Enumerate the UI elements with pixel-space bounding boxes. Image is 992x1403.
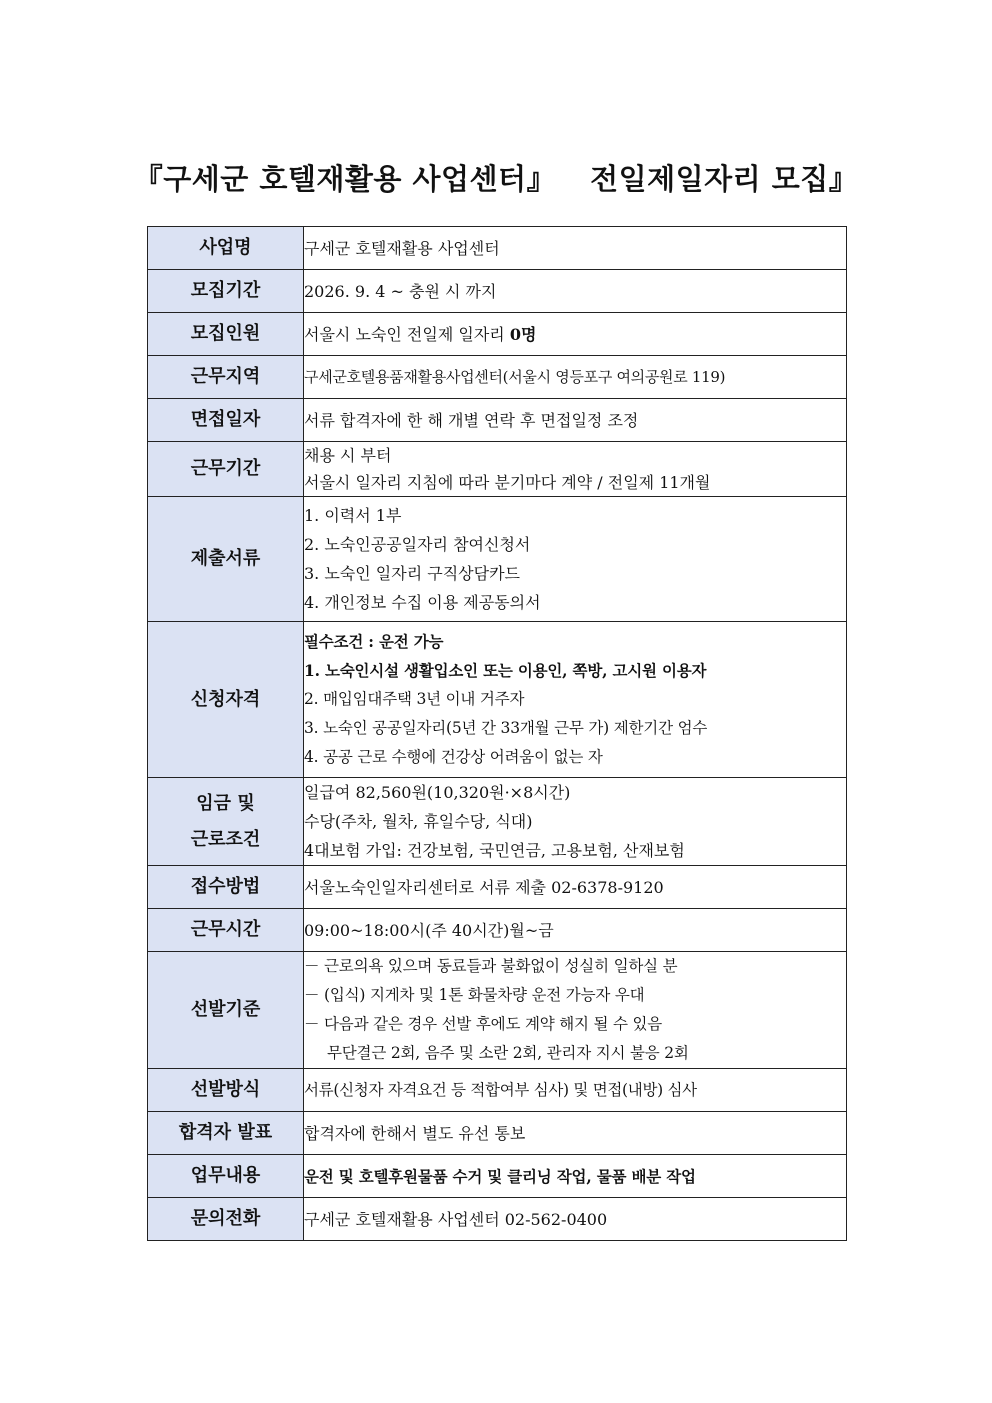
value-line: － (입식) 지게차 및 1톤 화물차량 운전 가능자 우대 xyxy=(304,986,645,1004)
row-value xyxy=(304,313,847,356)
value-line: 2. 노숙인공공일자리 참여신청서 xyxy=(304,535,531,554)
value-line xyxy=(304,320,846,349)
value-line: 2. 매입임대주택 3년 이내 거주자 xyxy=(304,690,525,708)
value-line: 1. 노숙인시설 생활입소인 또는 이용인, 쪽방, 고시원 이용자 xyxy=(304,661,707,680)
value-line: 3. 노숙인 공공일자리(5년 간 33개월 근무 가) 제한기간 엄수 xyxy=(304,719,708,737)
page-title xyxy=(0,157,992,198)
table-row xyxy=(148,1112,847,1155)
value-line: 4대보험 가입: 건강보험, 국민연금, 고용보험, 산재보험 xyxy=(304,841,685,860)
row-value xyxy=(304,622,847,778)
row-value xyxy=(304,952,847,1069)
title-right: 전일제일자리 모집』 xyxy=(590,162,859,196)
table-row xyxy=(148,952,847,1069)
row-value xyxy=(304,497,847,622)
row-label: 제출서류 xyxy=(148,497,304,622)
value-line: 서류 합격자에 한 해 개별 연락 후 면접일정 조정 xyxy=(304,410,639,430)
value-line: 3. 노숙인 일자리 구직상담카드 xyxy=(304,564,520,583)
value-line: 구세군 호텔재활용 사업센터 02-562-0400 xyxy=(304,1209,608,1229)
table-row xyxy=(148,497,847,622)
table-row xyxy=(148,356,847,399)
row-label: 근무시간 xyxy=(148,909,304,952)
row-label: 근무지역 xyxy=(148,356,304,399)
row-label: 문의전화 xyxy=(148,1198,304,1241)
row-value xyxy=(304,1155,847,1198)
table-row xyxy=(148,442,847,497)
row-label: 모집기간 xyxy=(148,270,304,313)
value-line: 필수조건 : 운전 가능 xyxy=(304,632,444,651)
row-label: 근무기간 xyxy=(148,442,304,497)
value-line: 서울시 일자리 지침에 따라 분기마다 계약 / 전일제 11개월 xyxy=(304,473,711,492)
table-row xyxy=(148,270,847,313)
table-row xyxy=(148,778,847,866)
row-value xyxy=(304,356,847,399)
value-line: 4. 공공 근로 수행에 건강상 어려움이 없는 자 xyxy=(304,748,603,766)
value-line: 합격자에 한해서 별도 유선 통보 xyxy=(304,1123,526,1143)
title-left: 『구세군 호텔재활용 사업센터』 xyxy=(133,162,557,196)
row-value xyxy=(304,442,847,497)
row-label xyxy=(148,778,304,866)
label-line: 임금 및 xyxy=(196,792,255,814)
table-row xyxy=(148,399,847,442)
row-value xyxy=(304,1112,847,1155)
row-label: 합격자 발표 xyxy=(148,1112,304,1155)
row-label: 사업명 xyxy=(148,227,304,270)
value-line: － 다음과 같은 경우 선발 후에도 계약 해지 될 수 있음 xyxy=(304,1015,663,1033)
row-value xyxy=(304,909,847,952)
value-line: 일급여 82,560원(10,320원·×8시간) xyxy=(304,783,571,802)
value-line: 채용 시 부터 xyxy=(304,446,392,465)
row-label: 모집인원 xyxy=(148,313,304,356)
row-value xyxy=(304,866,847,909)
row-value xyxy=(304,399,847,442)
value-line: 구세군호텔용품재활용사업센터(서울시 영등포구 여의공원로 119) xyxy=(304,367,726,386)
table-row xyxy=(148,909,847,952)
row-value xyxy=(304,1069,847,1112)
value-line: 서류(신청자 자격요건 등 적합여부 심사) 및 면접(내방) 심사 xyxy=(304,1080,697,1099)
row-label: 접수방법 xyxy=(148,866,304,909)
table-row xyxy=(148,1198,847,1241)
value-line: 운전 및 호텔후원물품 수거 및 클리닝 작업, 물품 배분 작업 xyxy=(304,1166,696,1186)
row-label: 선발기준 xyxy=(148,952,304,1069)
value-line: 구세군 호텔재활용 사업센터 xyxy=(304,238,500,258)
table-row xyxy=(148,227,847,270)
row-label: 업무내용 xyxy=(148,1155,304,1198)
recruitment-info-table xyxy=(147,226,847,1241)
row-label: 신청자격 xyxy=(148,622,304,778)
label-line: 근로조건 xyxy=(190,828,261,850)
table-row xyxy=(148,622,847,778)
value-line: 4. 개인정보 수집 이용 제공동의서 xyxy=(304,593,541,612)
row-value xyxy=(304,270,847,313)
row-value xyxy=(304,778,847,866)
value-line: 무단결근 2회, 음주 및 소란 2회, 관리자 지시 불응 2회 xyxy=(327,1044,689,1062)
row-value xyxy=(304,227,847,270)
table-row xyxy=(148,1069,847,1112)
table-row xyxy=(148,1155,847,1198)
value-line: － 근로의욕 있으며 동료들과 불화없이 성실히 일하실 분 xyxy=(304,957,678,975)
row-value xyxy=(304,1198,847,1241)
table-row xyxy=(148,866,847,909)
headcount-value: 0명 xyxy=(509,324,537,344)
row-label: 선발방식 xyxy=(148,1069,304,1112)
value-line: 2026. 9. 4 ~ 충원 시 까지 xyxy=(304,281,497,301)
value-line: 수당(주차, 월차, 휴일수당, 식대) xyxy=(304,812,533,831)
row-label: 면접일자 xyxy=(148,399,304,442)
value-line: 1. 이력서 1부 xyxy=(304,506,402,525)
value-line: 09:00~18:00시(주 40시간)월~금 xyxy=(304,920,554,940)
value-text: 서울시 노숙인 전일제 일자리 xyxy=(304,324,510,344)
table-row xyxy=(148,313,847,356)
value-line: 서울노숙인일자리센터로 서류 제출 02-6378-9120 xyxy=(304,877,664,897)
